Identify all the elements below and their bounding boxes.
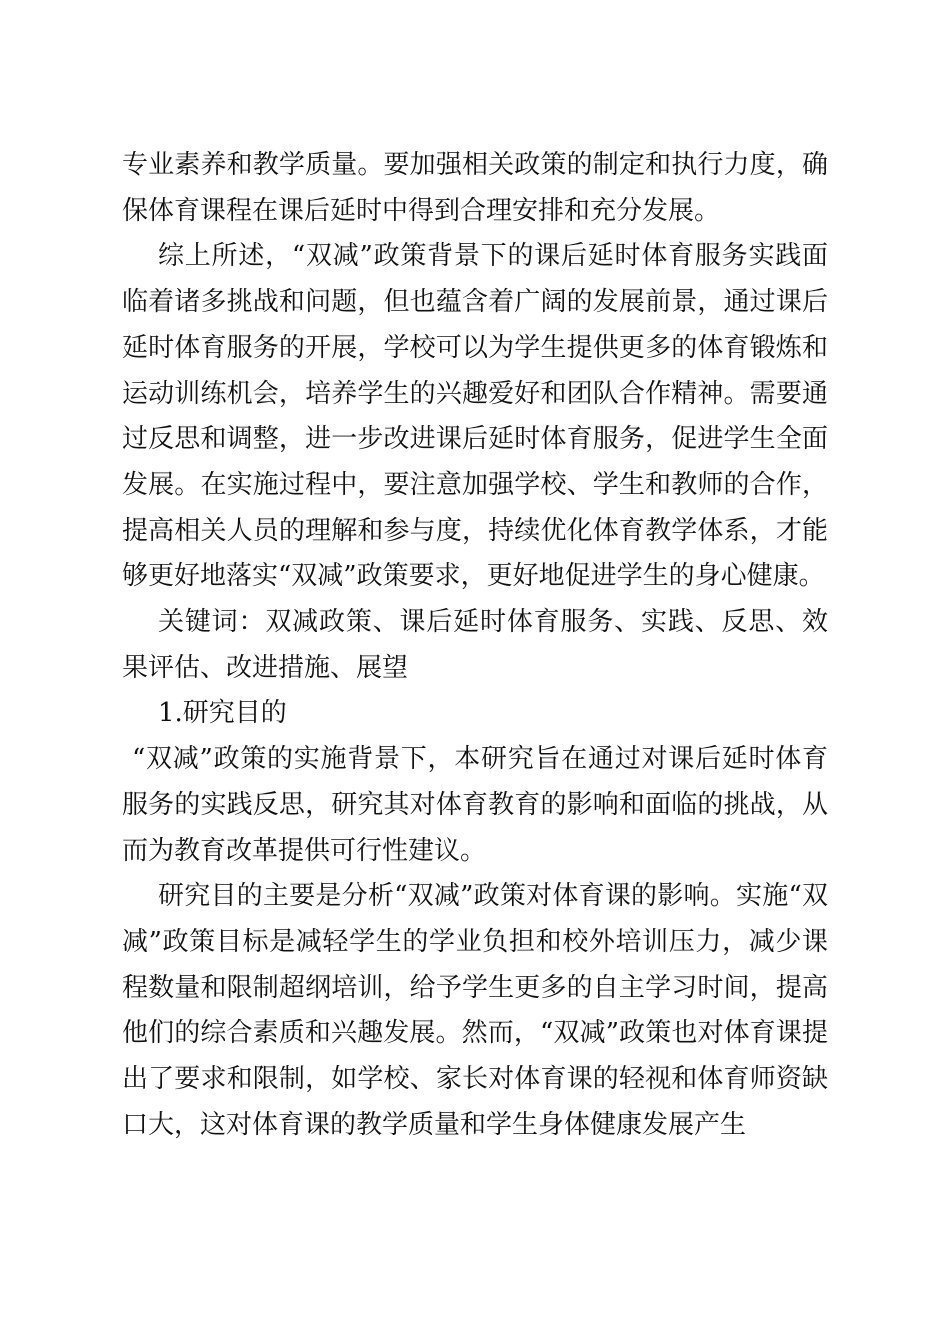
- paragraph-keywords: 关键词：双减政策、课后延时体育服务、实践、反思、效果评估、改进措施、展望: [122, 607, 828, 683]
- document-body: [122, 143, 828, 1148]
- section-heading: 1.研究目的: [158, 698, 287, 729]
- paragraph-continuation: 专业素养和教学质量。要加强相关政策的制定和执行力度，确保体育课程在课后延时中得到合理安排和充分发展。: [122, 150, 828, 226]
- paragraph-research-aim: “双减”政策的实施背景下，本研究旨在通过对课后延时体育服务的实践反思，研究其对体育教育的影响和面临的挑战，从而为教育改革提供可行性建议。: [122, 744, 828, 866]
- paragraph-research-detail: 研究目的主要是分析“双减”政策对体育课的影响。实施“双减”政策目标是减轻学生的学业负担和校外培训压力，减少课程数量和限制超纲培训，给予学生更多的自主学习时间，提高他们的综合素质和兴趣发展。然而，“双减”政策也对体育课提出了要求和限制，如学校、家长对体育课的轻视和体育师资缺口大，这对体育课的教学质量和学生身体健康发展产生: [122, 881, 828, 1140]
- paragraph-summary: 综上所述，“双减”政策背景下的课后延时体育服务实践面临着诸多挑战和问题，但也蕴含着广阔的发展前景，通过课后延时体育服务的开展，学校可以为学生提供更多的体育锻炼和运动训练机会，培养学生的兴趣爱好和团队合作精神。需要通过反思和调整，进一步改进课后延时体育服务，促进学生全面发展。在实施过程中，要注意加强学校、学生和教师的合作，提高相关人员的理解和参与度，持续优化体育教学体系，才能够更好地落实“双减”政策要求，更好地促进学生的身心健康。: [122, 241, 828, 592]
